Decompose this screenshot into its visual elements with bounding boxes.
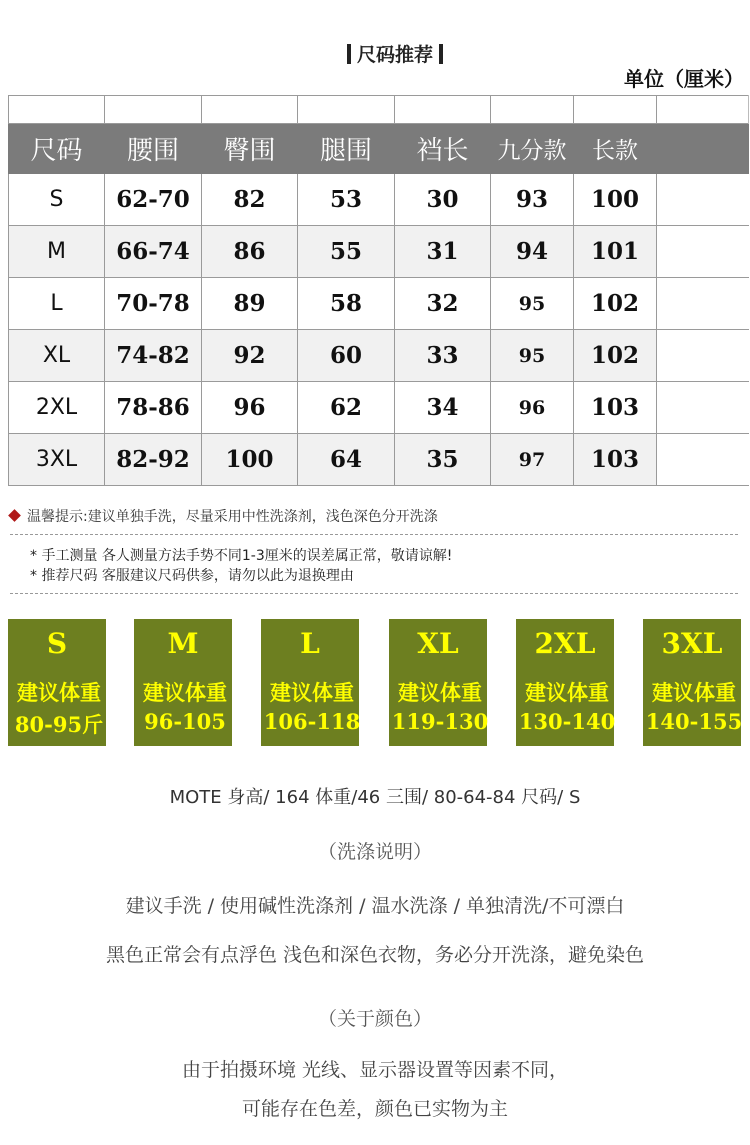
wash-heading: （洗涤说明） bbox=[317, 841, 432, 863]
table-cell: 33 bbox=[395, 330, 491, 382]
title-bar-left bbox=[347, 44, 351, 64]
weight-card-s bbox=[8, 619, 106, 746]
table-cell: 102 bbox=[574, 330, 657, 382]
weight-range: 130-140 bbox=[518, 709, 616, 734]
table-cell: 95 bbox=[491, 330, 574, 382]
model-info: MOTE 身高/ 164 体重/46 三围/ 80-64-84 尺码/ S bbox=[169, 787, 581, 808]
header-long-length: 长款 bbox=[574, 124, 657, 174]
table-cell: 103 bbox=[574, 382, 657, 434]
table-row bbox=[9, 278, 749, 330]
title-bar-right bbox=[439, 44, 443, 64]
table-cell: 82-92 bbox=[105, 434, 202, 486]
table-header-row bbox=[9, 124, 749, 174]
table-cell: 3XL bbox=[9, 434, 105, 486]
weight-card-l bbox=[261, 619, 359, 746]
divider bbox=[10, 534, 738, 535]
weight-label: 建议体重 bbox=[143, 681, 227, 705]
table-cell: 96 bbox=[202, 382, 298, 434]
table-cell: 55 bbox=[298, 226, 395, 278]
color-line-2: 可能存在色差，颜色已实物为主 bbox=[241, 1098, 508, 1120]
weight-size: S bbox=[46, 627, 68, 660]
table-cell: 64 bbox=[298, 434, 395, 486]
table-row bbox=[9, 434, 749, 486]
care-tip bbox=[10, 506, 438, 526]
color-heading: （关于颜色） bbox=[317, 1008, 432, 1030]
header-thigh: 腿围 bbox=[298, 124, 395, 174]
table-cell: 82 bbox=[202, 174, 298, 226]
wash-line-1: 建议手洗 / 使用碱性洗涤剂 / 温水洗涤 / 单独清洗/不可漂白 bbox=[125, 895, 625, 917]
table-cell: 97 bbox=[491, 434, 574, 486]
weight-recommendations bbox=[8, 619, 748, 746]
divider bbox=[10, 593, 738, 594]
weight-size: M bbox=[167, 627, 199, 660]
table-cell: 58 bbox=[298, 278, 395, 330]
weight-range: 96-105 bbox=[144, 709, 226, 734]
table-cell: 53 bbox=[298, 174, 395, 226]
table-cell: 103 bbox=[574, 434, 657, 486]
title-text: 尺码推荐 bbox=[356, 44, 433, 66]
weight-range: 119-130 bbox=[391, 709, 489, 734]
table-cell: 31 bbox=[395, 226, 491, 278]
table-cell: 95 bbox=[491, 278, 574, 330]
weight-size: L bbox=[300, 627, 320, 660]
diamond-icon bbox=[8, 509, 21, 522]
header-size: 尺码 bbox=[9, 124, 105, 174]
weight-range: 106-118 bbox=[263, 709, 361, 734]
weight-card-3xl bbox=[643, 619, 741, 746]
table-cell: 74-82 bbox=[105, 330, 202, 382]
weight-card-xl bbox=[389, 619, 487, 746]
table-cell: 62 bbox=[298, 382, 395, 434]
size-note: * 推荐尺码 客服建议尺码供参，请勿以此为退换理由 bbox=[30, 568, 354, 584]
table-cell: 66-74 bbox=[105, 226, 202, 278]
table-cell: 94 bbox=[491, 226, 574, 278]
table-cell: 70-78 bbox=[105, 278, 202, 330]
size-table bbox=[8, 95, 749, 486]
table-row bbox=[9, 226, 749, 278]
table-top-row bbox=[9, 96, 749, 124]
weight-range: 140-155 bbox=[645, 709, 743, 734]
weight-size: XL bbox=[417, 627, 459, 660]
table-cell: XL bbox=[9, 330, 105, 382]
table-cell: 86 bbox=[202, 226, 298, 278]
table-cell: 34 bbox=[395, 382, 491, 434]
table-cell: 93 bbox=[491, 174, 574, 226]
table-cell: 32 bbox=[395, 278, 491, 330]
weight-label: 建议体重 bbox=[17, 681, 101, 705]
table-cell: 101 bbox=[574, 226, 657, 278]
table-cell: 102 bbox=[574, 278, 657, 330]
weight-card-2xl bbox=[516, 619, 614, 746]
table-cell: L bbox=[9, 278, 105, 330]
table-cell: 96 bbox=[491, 382, 574, 434]
weight-card-m bbox=[134, 619, 232, 746]
wash-line-2: 黑色正常会有点浮色 浅色和深色衣物，务必分开洗涤，避免染色 bbox=[105, 944, 645, 966]
table-row bbox=[9, 174, 749, 226]
table-cell: 30 bbox=[395, 174, 491, 226]
table-cell: 100 bbox=[202, 434, 298, 486]
header-rise: 裆长 bbox=[395, 124, 491, 174]
table-cell: 35 bbox=[395, 434, 491, 486]
header-waist: 腰围 bbox=[105, 124, 202, 174]
table-cell: M bbox=[9, 226, 105, 278]
table-cell: 60 bbox=[298, 330, 395, 382]
care-tip-text: 温馨提示:建议单独手洗，尽量采用中性洗涤剂，浅色深色分开洗涤 bbox=[27, 509, 438, 525]
weight-range: 80-95斤 bbox=[14, 712, 104, 737]
table-row bbox=[9, 382, 749, 434]
table-cell: 62-70 bbox=[105, 174, 202, 226]
unit-label: 单位（厘米） bbox=[624, 67, 744, 91]
color-line-1: 由于拍摄环境 光线、显示器设置等因素不同， bbox=[181, 1059, 569, 1081]
measure-note: * 手工测量 各人测量方法手势不同1-3厘米的误差属正常，敬请谅解! bbox=[30, 548, 453, 564]
weight-label: 建议体重 bbox=[525, 681, 609, 705]
table-cell: 100 bbox=[574, 174, 657, 226]
weight-label: 建议体重 bbox=[652, 681, 736, 705]
header-cropped-length: 九分款 bbox=[491, 124, 574, 174]
weight-label: 建议体重 bbox=[398, 681, 482, 705]
table-row bbox=[9, 330, 749, 382]
weight-size: 3XL bbox=[661, 627, 723, 660]
header-hip: 臀围 bbox=[202, 124, 298, 174]
table-cell: 89 bbox=[202, 278, 298, 330]
weight-label: 建议体重 bbox=[270, 681, 354, 705]
table-cell: 92 bbox=[202, 330, 298, 382]
weight-size: 2XL bbox=[534, 627, 596, 660]
table-cell: 78-86 bbox=[105, 382, 202, 434]
table-cell: S bbox=[9, 174, 105, 226]
table-cell: 2XL bbox=[9, 382, 105, 434]
